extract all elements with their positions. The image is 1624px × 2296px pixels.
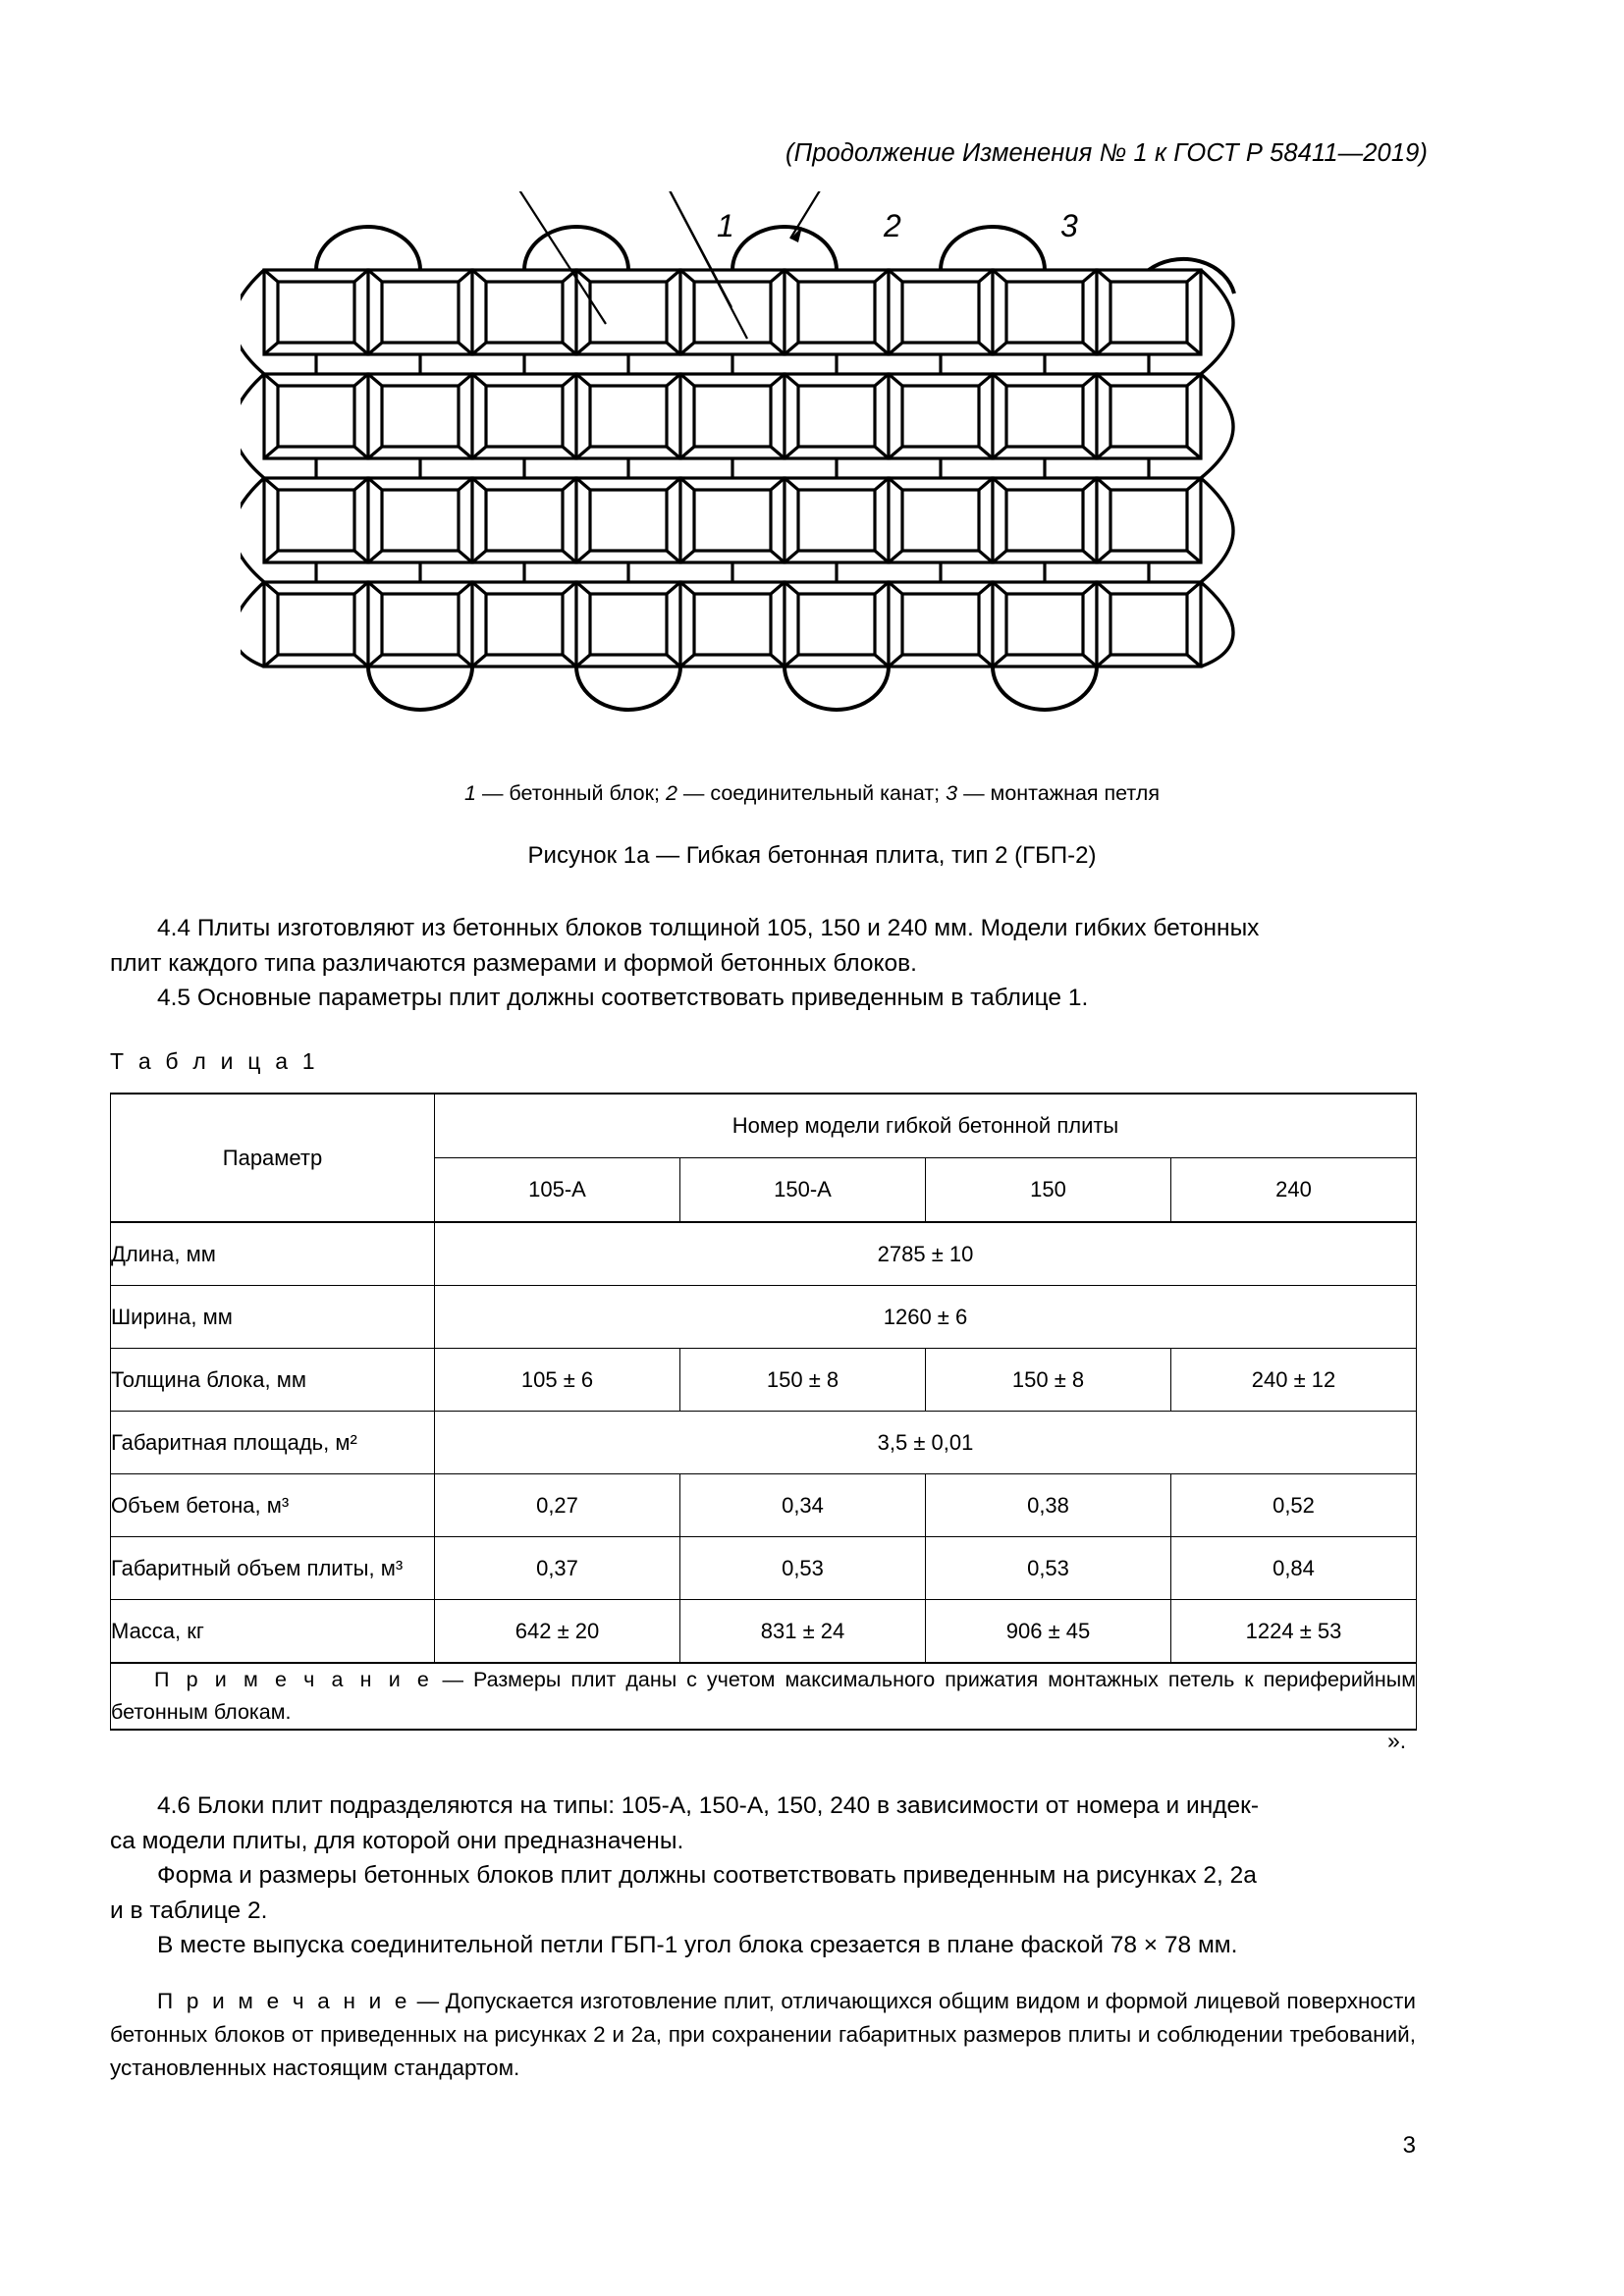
flexible-concrete-slab-drawing — [241, 191, 1399, 761]
table-head — [111, 1094, 1417, 1222]
legend-text-3: — монтажная петля — [957, 781, 1160, 805]
clause-4-4-line-1: 4.4 Плиты изготовляют из бетонных блоков толщиной 105, 150 и 240 мм. Модели гибких бетонных — [157, 915, 1260, 941]
row-value-thickness-105a: 105 ± 6 — [435, 1349, 680, 1412]
row-param-area: Габаритная площадь, м² — [111, 1412, 435, 1474]
row-value-thickness-150: 150 ± 8 — [926, 1349, 1171, 1412]
row-value-length: 2785 ± 10 — [435, 1222, 1417, 1286]
legend-num-2: 2 — [665, 781, 677, 805]
clause-4-6-line-1: 4.6 Блоки плит подразделяются на типы: 105-А, 150-А, 150, 240 в зависимости от номера и индек- — [157, 1792, 1260, 1819]
row-param-concrete-volume: Объем бетона, м³ — [111, 1474, 435, 1537]
row-param-overall-volume: Габаритный объем плиты, м³ — [111, 1537, 435, 1600]
table-row — [111, 1474, 1417, 1537]
running-header: (Продолжение Изменения № 1 к ГОСТ Р 58411—2019) — [785, 139, 1428, 167]
clause-4-5 — [110, 981, 1416, 1016]
row-value-mass-240: 1224 ± 53 — [1171, 1600, 1417, 1664]
final-note-label: П р и м е ч а н и е — [157, 1989, 411, 2013]
row-value-concrete-volume-240: 0,52 — [1171, 1474, 1417, 1537]
figure-title: Рисунок 1а — Гибкая бетонная плита, тип 2 (ГБП-2) — [527, 842, 1097, 869]
clause-4-6-line-2: са модели плиты, для которой они предназначены. — [110, 1827, 684, 1854]
clause-4-4-line-2: плит каждого типа различаются размерами и формой бетонных блоков. — [110, 949, 917, 977]
clause-chamfer — [110, 1928, 1416, 1963]
clause-4-6b-line-1: Форма и размеры бетонных блоков плит должны соответствовать приведенным на рисунках 2, 2а — [157, 1862, 1257, 1889]
table-note-label: П р и м е ч а н и е — [154, 1668, 433, 1691]
figure-legend — [0, 781, 1624, 806]
row-value-concrete-volume-150: 0,38 — [926, 1474, 1171, 1537]
table-note-row — [111, 1663, 1417, 1730]
row-value-thickness-240: 240 ± 12 — [1171, 1349, 1417, 1412]
row-param-thickness: Толщина блока, мм — [111, 1349, 435, 1412]
page-number: 3 — [1402, 2132, 1416, 2159]
row-value-overall-volume-150a: 0,53 — [680, 1537, 926, 1600]
table-note-text: — Размеры плит даны с учетом максимального прижатия монтажных петель к периферийным бетонным блокам. — [111, 1668, 1416, 1724]
table-row — [111, 1600, 1417, 1664]
row-value-concrete-volume-150a: 0,34 — [680, 1474, 926, 1537]
legend-num-3: 3 — [946, 781, 958, 805]
table-row — [111, 1412, 1417, 1474]
table-body — [111, 1222, 1417, 1730]
row-value-overall-volume-105a: 0,37 — [435, 1537, 680, 1600]
table-row — [111, 1286, 1417, 1349]
row-value-mass-105a: 642 ± 20 — [435, 1600, 680, 1664]
row-param-mass: Масса, кг — [111, 1600, 435, 1664]
table-1 — [110, 1093, 1416, 1731]
side-cable-left — [241, 270, 264, 667]
table-note — [111, 1663, 1417, 1730]
table-row — [111, 1349, 1417, 1412]
clause-4-6b-line-2: и в таблице 2. — [110, 1896, 268, 1924]
callout-number-3: 3 — [1060, 208, 1078, 243]
row-value-concrete-volume-105a: 0,27 — [435, 1474, 680, 1537]
row-param-length: Длина, мм — [111, 1222, 435, 1286]
row-value-overall-volume-240: 0,84 — [1171, 1537, 1417, 1600]
row-value-overall-volume-150: 0,53 — [926, 1537, 1171, 1600]
clause-4-4 — [110, 911, 1416, 981]
callout-number-1: 1 — [717, 208, 734, 243]
parameters-table — [110, 1093, 1417, 1731]
header-cell-model-150a: 150-А — [680, 1158, 926, 1223]
legend-text-1: — бетонный блок; — [475, 781, 666, 805]
final-note-text: — Допускается изготовление плит, отличающихся общим видом и формой лицевой поверхности бетонных блоков от приведенных на рисунках 2 и 2а, при сохранении габаритных размеров плиты и соблюдении требований, установленных настоящим стандартом. — [110, 1989, 1417, 2080]
table-1-label: Т а б л и ц а 1 — [110, 1048, 319, 1074]
clause-4-5-text: 4.5 Основные параметры плит должны соответствовать приведенным в таблице 1. — [157, 985, 1089, 1011]
table-row — [111, 1537, 1417, 1600]
closing-quote-mark: ». — [1387, 1728, 1407, 1753]
side-cable-right — [1201, 270, 1233, 667]
mounting-loops-bottom — [368, 667, 1097, 710]
callout-number-2: 2 — [884, 208, 901, 243]
header-cell-param: Параметр — [111, 1094, 435, 1222]
row-value-area: 3,5 ± 0,01 — [435, 1412, 1417, 1474]
clause-chamfer-text: В месте выпуска соединительной петли ГБП-1 угол блока срезается в плане фаской 78 × 78 мм. — [157, 1932, 1238, 1958]
header-cell-model-150: 150 — [926, 1158, 1171, 1223]
row-value-thickness-150a: 150 ± 8 — [680, 1349, 926, 1412]
row-value-mass-150a: 831 ± 24 — [680, 1600, 926, 1664]
header-cell-model-105a: 105-А — [435, 1158, 680, 1223]
legend-text-2: — соединительный канат; — [677, 781, 947, 805]
final-note — [110, 1985, 1416, 2085]
table-header-row-group — [111, 1094, 1417, 1158]
header-cell-model-240: 240 — [1171, 1158, 1417, 1223]
figure-1a — [241, 191, 1399, 761]
legend-num-1: 1 — [464, 781, 476, 805]
row-value-mass-150: 906 ± 45 — [926, 1600, 1171, 1664]
table-row — [111, 1222, 1417, 1286]
row-param-width: Ширина, мм — [111, 1286, 435, 1349]
row-value-width: 1260 ± 6 — [435, 1286, 1417, 1349]
header-cell-group: Номер модели гибкой бетонной плиты — [435, 1094, 1417, 1158]
clause-4-6 — [110, 1789, 1416, 1928]
